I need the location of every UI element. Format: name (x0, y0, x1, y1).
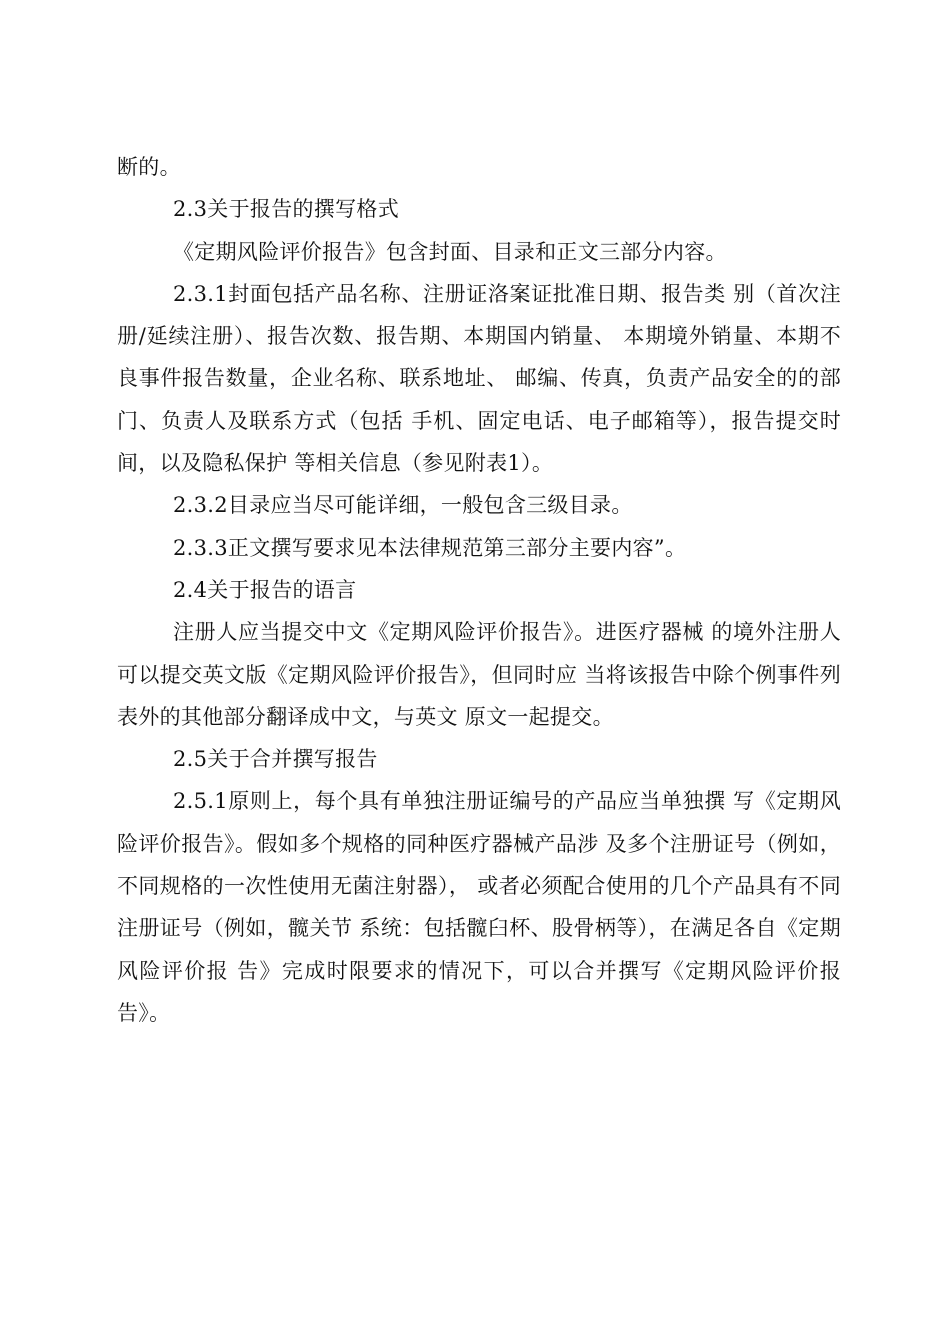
paragraph-continuation: 断的。 (117, 155, 181, 179)
paragraph-2-3-3-body: 2.3.3正文撰写要求见本法律规范第三部分主要内容”。 (173, 535, 687, 560)
section-heading-2-4: 2.4关于报告的语言 (173, 577, 357, 602)
section-heading-2-3: 2.3关于报告的撰写格式 (173, 197, 399, 222)
document-body (117, 146, 841, 1034)
section-heading-2-5: 2.5关于合并撰写报告 (173, 747, 378, 772)
paragraph-2-3-1-cover: 2.3.1封面包括产品名称、注册证洛案证批准日期、报告类 别（首次注册/延续注册）、报告次数、报告期、本期国内销量、 本期境外销量、本期不良事件报告数量，企业名称、联系地址、 邮编、传真，负责产品安全的的部门、负责人及联系方式（包括 手机、固定电话、电子邮箱等），报告提交时间，以及隐私保护 等相关信息（参见附表1）。 (117, 281, 841, 476)
paragraph-2-5-1-merge: 2.5.1原则上，每个具有单独注册证编号的产品应当单独撰 写《定期风险评价报告》。假如多个规格的同种医疗器械产品涉 及多个注册证号（例如，不同规格的一次性使用无菌注射器）， 或者必须配合使用的几个产品具有不同注册证号（例如，髋关节 系统：包括髋臼杯、股骨柄等），在满足各自《定期风险评价报 告》完成时限要求的情况下，可以合并撰写《定期风险评价报告》。 (117, 789, 841, 1025)
paragraph-report-contents: 《定期风险评价报告》包含封面、目录和正文三部分内容。 (173, 239, 727, 264)
paragraph-report-language: 注册人应当提交中文《定期风险评价报告》。进医疗器械 的境外注册人可以提交英文版《定期风险评价报告》，但同时应 当将该报告中除个例事件列表外的其他部分翻译成中文，与英文 原文一起提交。 (117, 620, 841, 729)
paragraph-2-3-2-toc: 2.3.2目录应当尽可能详细，一般包含三级目录。 (173, 493, 633, 518)
